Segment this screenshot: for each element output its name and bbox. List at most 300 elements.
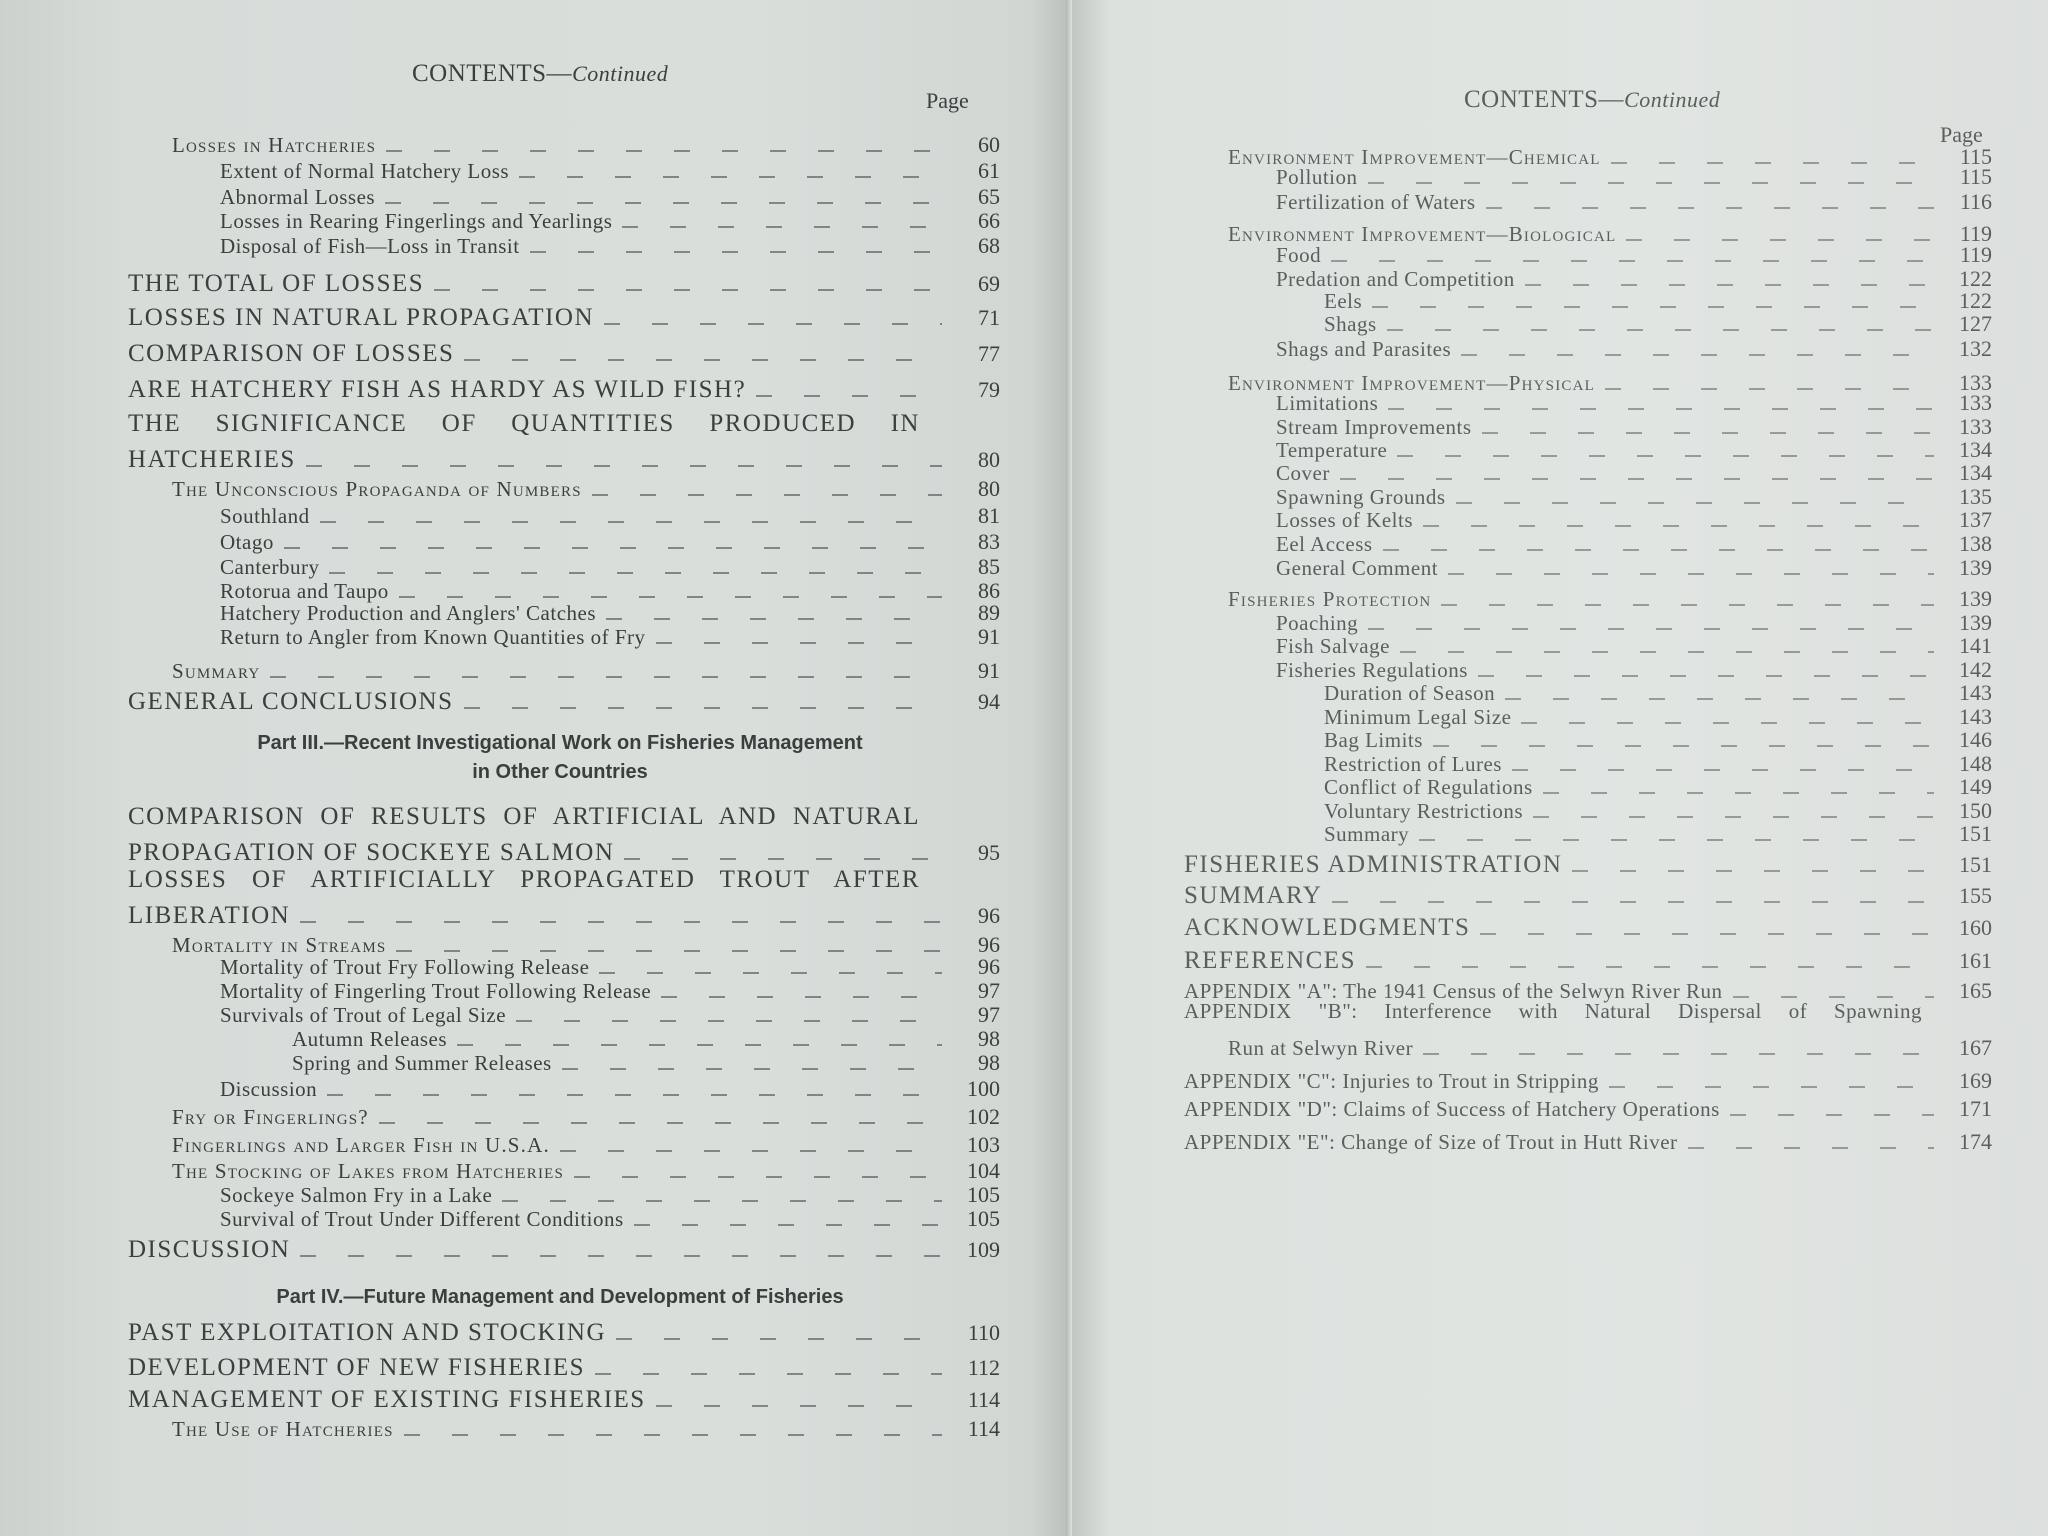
toc-page-number: 116 (1959, 188, 1992, 214)
toc-page-number: 119 (1959, 241, 1992, 267)
toc-entry-title: Autumn Releases (292, 1026, 448, 1051)
toc-page-number: 97 (978, 977, 1000, 1003)
dot-leader (1383, 549, 1934, 551)
dot-leader (434, 289, 942, 291)
toc-entry (128, 1236, 1000, 1264)
dot-leader (1461, 354, 1934, 356)
toc-entry (128, 688, 1000, 716)
toc-page-number: 143 (1959, 679, 1992, 705)
toc-entry-title: PROPAGATION OF SOCKEYE SALMON (128, 838, 615, 866)
toc-page-number: 167 (1959, 1034, 1992, 1060)
toc-entry (292, 1050, 1000, 1076)
dot-leader (606, 618, 942, 620)
toc-entry (1276, 507, 1992, 533)
toc-page-number: 105 (967, 1205, 1000, 1231)
toc-entry-title: Discussion (220, 1076, 318, 1101)
toc-page-number: 66 (978, 207, 1000, 233)
dot-leader (1533, 816, 1934, 818)
toc-page-number: 89 (978, 599, 1000, 625)
toc-page-number: 61 (978, 157, 1000, 183)
toc-entry (128, 1319, 1000, 1347)
toc-entry-title: Spawning Grounds (1276, 484, 1446, 509)
title-continued: Continued (1624, 87, 1721, 112)
toc-entry-title: Rotorua and Taupo (220, 578, 389, 603)
toc-page-number: 165 (1959, 977, 1992, 1003)
toc-entry-title: APPENDIX "A": The 1941 Census of the Selwyn River Run (1184, 978, 1723, 1003)
dot-leader (595, 1373, 942, 1375)
toc-page-number: 127 (1959, 310, 1992, 336)
toc-page-number: 85 (978, 553, 1000, 579)
toc-entry (128, 446, 1000, 474)
toc-entry (128, 902, 1000, 930)
toc-page-number: 96 (978, 931, 1000, 957)
toc-entry (220, 1182, 1000, 1208)
toc-entry-title: Extent of Normal Hatchery Loss (220, 158, 510, 183)
toc-page-number: 171 (1959, 1095, 1992, 1121)
toc-entry (1228, 586, 1992, 612)
toc-entry (1184, 882, 1992, 910)
toc-page-number: 150 (1959, 797, 1992, 823)
toc-page-number: 135 (1959, 483, 1992, 509)
toc-page-number: 109 (967, 1236, 1000, 1262)
dot-leader (656, 1405, 942, 1407)
dot-leader (1332, 901, 1934, 903)
toc-page-number: 132 (1959, 335, 1992, 361)
toc-entry (172, 1104, 1000, 1130)
toc-entry-title: Eels (1324, 288, 1363, 313)
toc-page-number: 91 (978, 657, 1000, 683)
toc-page-number: 133 (1959, 369, 1992, 395)
toc-entry (220, 503, 1000, 529)
toc-page-number: 112 (967, 1354, 1000, 1380)
dot-leader (599, 972, 942, 974)
toc-entry-title: Fry or Fingerlings? (172, 1104, 369, 1129)
dot-leader (1521, 722, 1934, 724)
dot-leader (1340, 478, 1934, 480)
dot-leader (1433, 745, 1934, 747)
toc-entry (1324, 821, 1992, 847)
toc-page-number: 110 (967, 1319, 1000, 1345)
dot-leader (1482, 432, 1934, 434)
toc-entry (1276, 390, 1992, 416)
toc-entry-title: Fish Salvage (1276, 633, 1390, 658)
toc-entry-title: Mortality of Fingerling Trout Following Release (220, 978, 652, 1003)
toc-entry (1276, 460, 1992, 486)
dot-leader (464, 359, 942, 361)
toc-entry-title: Survivals of Trout of Legal Size (220, 1002, 507, 1027)
toc-page-number: 139 (1959, 609, 1992, 635)
dot-leader (396, 950, 942, 952)
dot-leader (1688, 1147, 1934, 1149)
dot-leader (562, 1068, 942, 1070)
toc-entry-title: APPENDIX "E": Change of Size of Trout in Hutt River (1184, 1129, 1678, 1154)
toc-entry (220, 624, 1000, 650)
toc-entry (220, 158, 1000, 184)
toc-page-number: 133 (1959, 413, 1992, 439)
dot-leader (1400, 651, 1934, 653)
contents-title (412, 60, 668, 88)
title-text: CONTENTS— (412, 60, 573, 87)
toc-page-number: 161 (1959, 947, 1992, 973)
toc-entry-title: Fingerlings and Larger Fish in U.S.A. (172, 1132, 550, 1157)
toc-entry (1184, 1096, 1992, 1122)
toc-entry (128, 1386, 1000, 1414)
toc-entry-title: FISHERIES ADMINISTRATION (1184, 850, 1563, 878)
toc-page-number: 134 (1959, 436, 1992, 462)
toc-entry-title: Hatchery Production and Anglers' Catches (220, 600, 597, 625)
toc-entry (1228, 1035, 1992, 1061)
toc-page-number: 160 (1959, 914, 1992, 940)
toc-entry-title: Spring and Summer Releases (292, 1050, 552, 1075)
title-text: CONTENTS— (1464, 86, 1625, 113)
toc-entry-title: ARE HATCHERY FISH AS HARDY AS WILD FISH? (128, 375, 747, 403)
title-continued: Continued (572, 61, 669, 86)
toc-entry-title: Losses in Rearing Fingerlings and Yearlings (220, 208, 613, 233)
toc-page-number: 80 (978, 446, 1000, 472)
dot-leader (1512, 769, 1934, 771)
toc-page-number: 155 (1959, 882, 1992, 908)
toc-entry (1276, 531, 1992, 557)
toc-entry-title: Duration of Season (1324, 680, 1496, 705)
toc-page-number: 139 (1959, 585, 1992, 611)
dot-leader (1388, 408, 1934, 410)
toc-entry (220, 1206, 1000, 1232)
toc-page-number: 134 (1959, 459, 1992, 485)
toc-entry-title: Environment Improvement—Physical (1228, 370, 1595, 395)
toc-page-number: 81 (978, 502, 1000, 528)
dot-leader (502, 1200, 942, 1202)
dot-leader (284, 547, 942, 549)
toc-entry (1184, 947, 1992, 975)
part-iv-heading: Part IV.—Future Management and Development of Fisheries (276, 1286, 844, 1308)
toc-page-number: 122 (1959, 287, 1992, 313)
toc-entry-title: Losses in Hatcheries (172, 132, 377, 157)
toc-entry-title: The Use of Hatcheries (172, 1416, 394, 1441)
dot-leader (386, 150, 942, 152)
toc-entry-title: GENERAL CONCLUSIONS (128, 687, 454, 715)
dot-leader (327, 1094, 942, 1096)
toc-entry (220, 1002, 1000, 1028)
toc-entry-title: Voluntary Restrictions (1324, 798, 1524, 823)
toc-entry-title: SUMMARY (1184, 881, 1323, 909)
toc-page-number: 114 (967, 1415, 1000, 1441)
toc-entry-title: MANAGEMENT OF EXISTING FISHERIES (128, 1385, 646, 1413)
toc-entry (172, 1416, 1000, 1442)
toc-entry-title: Summary (172, 658, 261, 683)
toc-entry-title: Fisheries Protection (1228, 586, 1432, 611)
toc-page-number: 86 (978, 577, 1000, 603)
toc-page-number: 96 (978, 953, 1000, 979)
toc-page-number: 102 (967, 1103, 1000, 1129)
toc-entry (1184, 1068, 1992, 1094)
dot-leader (1733, 996, 1935, 998)
toc-entry-title: Temperature (1276, 437, 1388, 462)
dot-leader (604, 323, 942, 325)
toc-page-number: 103 (967, 1131, 1000, 1157)
part-iii-heading (150, 732, 970, 784)
page-column-label: Page (926, 88, 969, 113)
dot-leader (1387, 329, 1934, 331)
dot-leader (300, 1255, 942, 1257)
dot-leader (1730, 1114, 1934, 1116)
toc-entry (220, 600, 1000, 626)
part-iii-line2: in Other Countries (472, 761, 648, 783)
toc-entry-line1: THE SIGNIFICANCE OF QUANTITIES PRODUCED IN (128, 409, 920, 437)
toc-page-number: 151 (1959, 820, 1992, 846)
dot-leader (1448, 573, 1934, 575)
toc-entry-title: APPENDIX "D": Claims of Success of Hatchery Operations (1184, 1096, 1720, 1121)
toc-entry-title: Predation and Competition (1276, 266, 1515, 291)
toc-entry-title: Stream Improvements (1276, 414, 1472, 439)
toc-page-number: 71 (978, 304, 1000, 330)
toc-entry (128, 839, 1000, 867)
dot-leader (1419, 839, 1934, 841)
toc-page-number: 151 (1959, 851, 1992, 877)
toc-entry-title: Pollution (1276, 164, 1358, 189)
toc-page-number: 98 (978, 1025, 1000, 1051)
toc-entry-title: LIBERATION (128, 901, 291, 929)
dot-leader (1486, 207, 1934, 209)
toc-entry-title: Disposal of Fish—Loss in Transit (220, 233, 520, 258)
toc-entry (1276, 164, 1992, 190)
toc-entry (1324, 727, 1992, 753)
right-page (1072, 0, 2048, 1536)
toc-page-number: 122 (1959, 265, 1992, 291)
toc-entry-title: ACKNOWLEDGMENTS (1184, 913, 1471, 941)
toc-entry-title: DEVELOPMENT OF NEW FISHERIES (128, 1353, 586, 1381)
dot-leader (516, 1020, 942, 1022)
toc-entry (1324, 680, 1992, 706)
toc-entry (1276, 633, 1992, 659)
dot-leader (1505, 698, 1934, 700)
toc-entry-title: Conflict of Regulations (1324, 774, 1533, 799)
toc-entry-title: Limitations (1276, 390, 1379, 415)
dot-leader (329, 572, 942, 574)
part-iii-line1: Part III.—Recent Investigational Work on Fisheries Management (257, 732, 863, 754)
toc-entry-title: Fisheries Regulations (1276, 657, 1468, 682)
toc-entry-title: THE TOTAL OF LOSSES (128, 269, 425, 297)
toc-page-number: 138 (1959, 530, 1992, 556)
toc-entry (220, 978, 1000, 1004)
dot-leader (1331, 260, 1934, 262)
dot-leader (399, 596, 942, 598)
toc-page-number: 79 (978, 376, 1000, 402)
toc-page-number: 60 (978, 131, 1000, 157)
toc-entry-title: LOSSES IN NATURAL PROPAGATION (128, 303, 595, 331)
toc-entry-title: Abnormal Losses (220, 184, 376, 209)
dot-leader (1626, 239, 1934, 241)
toc-entry (1324, 311, 1992, 337)
toc-entry (1184, 914, 1992, 942)
toc-page-number: 149 (1959, 773, 1992, 799)
toc-entry-title: DISCUSSION (128, 1235, 291, 1263)
toc-page-number: 94 (978, 688, 1000, 714)
toc-page-number: 146 (1959, 726, 1992, 752)
toc-page-number: 80 (978, 475, 1000, 501)
toc-entry (220, 208, 1000, 234)
toc-entry-title: Bag Limits (1324, 727, 1423, 752)
toc-page-number: 105 (967, 1181, 1000, 1207)
dot-leader (1572, 870, 1934, 872)
dot-leader (1423, 1053, 1934, 1055)
toc-entry-title: Minimum Legal Size (1324, 704, 1512, 729)
toc-page-number: 96 (978, 902, 1000, 928)
dot-leader (1441, 604, 1934, 606)
toc-page-number: 83 (978, 528, 1000, 554)
contents-title (1464, 86, 1720, 114)
toc-entry-title: Poaching (1276, 610, 1359, 635)
dot-leader (464, 707, 943, 709)
toc-entry-line1: COMPARISON OF RESULTS OF ARTIFICIAL AND NATURAL (128, 802, 920, 830)
toc-entry-title: Losses of Kelts (1276, 507, 1413, 532)
toc-entry-title: Southland (220, 503, 310, 528)
toc-entry (172, 658, 1000, 684)
dot-leader (1456, 502, 1934, 504)
toc-entry-title: The Stocking of Lakes from Hatcheries (172, 1158, 565, 1183)
toc-page-number: 97 (978, 1001, 1000, 1027)
toc-entry (1184, 851, 1992, 879)
dot-leader (592, 494, 942, 496)
toc-entry-title: Eel Access (1276, 531, 1373, 556)
toc-entry (1324, 774, 1992, 800)
dot-leader (530, 251, 942, 253)
toc-entry-title: Shags and Parasites (1276, 336, 1452, 361)
toc-entry (1276, 242, 1992, 268)
toc-entry (1276, 189, 1992, 215)
dot-leader (379, 1122, 942, 1124)
toc-page-number: 139 (1959, 554, 1992, 580)
toc-page-number: 142 (1959, 656, 1992, 682)
dot-leader (300, 921, 942, 923)
toc-entry-title: Otago (220, 529, 274, 554)
toc-entry-title: Shags (1324, 311, 1377, 336)
toc-page-number: 148 (1959, 750, 1992, 776)
dot-leader (624, 858, 942, 860)
dot-leader (457, 1044, 942, 1046)
toc-page-number: 143 (1959, 703, 1992, 729)
toc-entry-line1: LOSSES OF ARTIFICIALLY PROPAGATED TROUT AFTER (128, 865, 920, 893)
toc-entry (172, 1132, 1000, 1158)
toc-page-number: 68 (978, 232, 1000, 258)
toc-page-number: 100 (967, 1075, 1000, 1101)
dot-leader (1543, 792, 1934, 794)
toc-entry-title: Restriction of Lures (1324, 751, 1502, 776)
dot-leader (1368, 182, 1934, 184)
toc-entry-title: Environment Improvement—Biological (1228, 221, 1617, 246)
toc-entry-title: Survival of Trout Under Different Conditions (220, 1206, 624, 1231)
toc-page-number: 174 (1959, 1128, 1992, 1154)
dot-leader (756, 395, 942, 397)
toc-entry-line1: APPENDIX "B": Interference with Natural Dispersal of Spawning (1184, 998, 1922, 1023)
dot-leader (1397, 455, 1934, 457)
toc-page-number: 141 (1959, 632, 1992, 658)
dot-leader (1368, 628, 1934, 630)
toc-entry-title: Run at Selwyn River (1228, 1035, 1414, 1060)
toc-page-number: 91 (978, 623, 1000, 649)
toc-entry (292, 1026, 1000, 1052)
dot-leader (1525, 284, 1934, 286)
dot-leader (270, 676, 942, 678)
toc-page-number: 95 (978, 839, 1000, 865)
toc-page-number: 137 (1959, 506, 1992, 532)
toc-entry-title: REFERENCES (1184, 946, 1356, 974)
dot-leader (1372, 306, 1934, 308)
dot-leader (656, 642, 942, 644)
toc-entry (128, 270, 1000, 298)
toc-entry (128, 1354, 1000, 1382)
toc-page-number: 115 (1959, 163, 1992, 189)
toc-entry-title: COMPARISON OF LOSSES (128, 339, 455, 367)
toc-entry-title: Fertilization of Waters (1276, 189, 1476, 214)
toc-entry (1276, 336, 1992, 362)
toc-entry-title: HATCHERIES (128, 445, 296, 473)
dot-leader (574, 1176, 942, 1178)
toc-entry (172, 132, 1000, 158)
toc-entry (128, 376, 1000, 404)
toc-entry-title: Mortality in Streams (172, 932, 387, 957)
toc-entry-title: Cover (1276, 460, 1330, 485)
page-column-label: Page (1940, 122, 1983, 147)
toc-entry (220, 529, 1000, 555)
toc-entry-title: Environment Improvement—Chemical (1228, 144, 1601, 169)
toc-entry (1276, 555, 1992, 581)
toc-page-number: 77 (978, 340, 1000, 366)
toc-entry (128, 340, 1000, 368)
toc-page-number: 169 (1959, 1067, 1992, 1093)
dot-leader (306, 465, 942, 467)
dot-leader (560, 1150, 942, 1152)
toc-entry-title: The Unconscious Propaganda of Numbers (172, 476, 582, 501)
dot-leader (404, 1434, 942, 1436)
toc-entry-title: General Comment (1276, 555, 1439, 580)
toc-page-number: 104 (967, 1157, 1000, 1183)
dot-leader (1480, 933, 1934, 935)
toc-entry-title: Food (1276, 242, 1322, 267)
toc-entry-title: Return to Angler from Known Quantities of Fry (220, 624, 646, 649)
toc-entry-title: APPENDIX "C": Injuries to Trout in Stripping (1184, 1068, 1599, 1093)
dot-leader (519, 176, 942, 178)
toc-entry (1184, 1129, 1992, 1155)
toc-entry-title: PAST EXPLOITATION AND STOCKING (128, 1318, 606, 1346)
dot-leader (616, 1338, 942, 1340)
dot-leader (1478, 675, 1934, 677)
toc-entry (172, 476, 1000, 502)
toc-page-number: 133 (1959, 389, 1992, 415)
toc-page-number: 98 (978, 1049, 1000, 1075)
toc-page-number: 65 (978, 183, 1000, 209)
dot-leader (1609, 1086, 1934, 1088)
dot-leader (634, 1224, 942, 1226)
toc-entry (220, 184, 1000, 210)
dot-leader (661, 996, 942, 998)
toc-entry-title: Mortality of Trout Fry Following Release (220, 954, 590, 979)
dot-leader (1366, 966, 1934, 968)
toc-entry-title: Sockeye Salmon Fry in a Lake (220, 1182, 493, 1207)
toc-entry (220, 554, 1000, 580)
toc-page-number: 114 (967, 1386, 1000, 1412)
toc-entry-title: Canterbury (220, 554, 320, 579)
toc-entry (172, 1158, 1000, 1184)
toc-entry (220, 954, 1000, 980)
toc-page-number: 69 (978, 270, 1000, 296)
dot-leader (1423, 525, 1934, 527)
dot-leader (320, 521, 942, 523)
dot-leader (622, 226, 942, 228)
toc-entry-title: Summary (1324, 821, 1410, 846)
toc-page-number: 119 (1959, 220, 1992, 246)
toc-page-number: 115 (1959, 143, 1992, 169)
toc-entry (128, 304, 1000, 332)
